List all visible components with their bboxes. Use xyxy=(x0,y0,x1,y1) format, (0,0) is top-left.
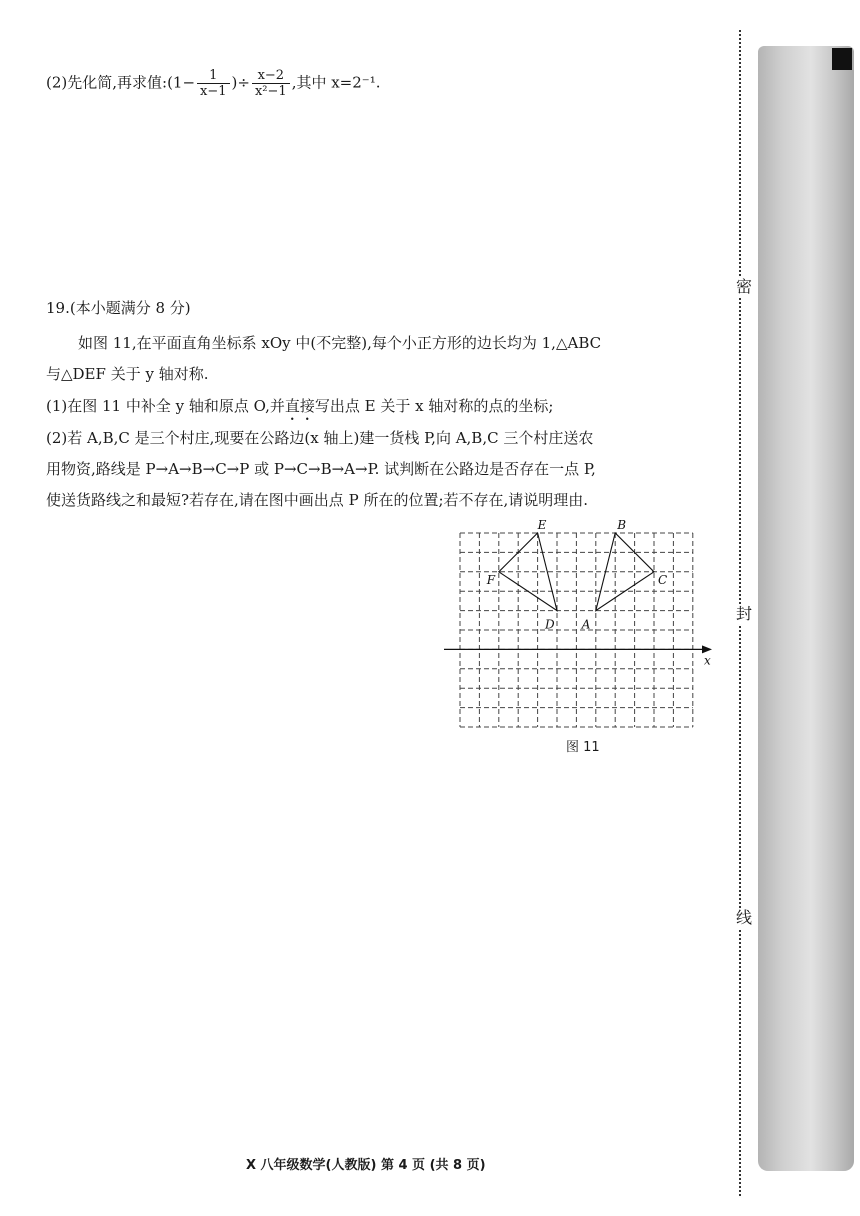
page-footer: X 八年级数学(人教版) 第 4 页 (共 8 页) xyxy=(246,1158,486,1173)
q19-part1-b: 写出点 E 关于 x 轴对称的点的坐标; xyxy=(314,397,554,415)
q19-part1 xyxy=(46,396,553,424)
binding-tab-mark xyxy=(832,48,852,70)
point-label-f: F xyxy=(486,572,496,587)
x-axis-label: x xyxy=(704,653,711,668)
point-label-b: B xyxy=(617,518,627,532)
figure-11 xyxy=(444,518,716,736)
fraction-1-numerator: 1 xyxy=(197,68,230,84)
grid-figure xyxy=(444,518,716,732)
point-label-e: E xyxy=(537,518,547,532)
q19-part1-a: (1)在图 11 中补全 y 轴和原点 O,并 xyxy=(46,397,285,415)
q18-suffix: ,其中 x=2⁻¹. xyxy=(291,73,381,92)
scanned-binding-strip xyxy=(758,46,854,1171)
x-axis-arrow xyxy=(702,645,712,653)
q19-part2-line2: 用物资,路线是 P→A→B→C→P 或 P→C→B→A→P. 试判断在公路边是否存在一点 P, xyxy=(46,460,596,478)
point-label-c: C xyxy=(658,572,668,587)
fraction-2-numerator: x−2 xyxy=(252,68,290,84)
q18-mid: )÷ xyxy=(231,73,250,92)
binding-char-feng: 封 xyxy=(735,604,752,623)
q19-part1-emphasis: 直接 xyxy=(284,397,315,415)
q18-prefix: (2)先化简,再求值:(1− xyxy=(46,73,196,92)
q18-part2 xyxy=(46,68,381,99)
figure-caption: 图 11 xyxy=(566,740,600,755)
q19-part2-line3: 使送货路线之和最短?若存在,请在图中画出点 P 所在的位置;若不存在,请说明理由. xyxy=(46,491,589,509)
fraction-1 xyxy=(197,68,230,99)
binding-char-xian: 线 xyxy=(735,908,752,927)
q19-intro-line1: 如图 11,在平面直角坐标系 xOy 中(不完整),每个小正方形的边长均为 1,△ABC xyxy=(78,334,602,352)
q19-part2-line1: (2)若 A,B,C 是三个村庄,现要在公路边(x 轴上)建一货栈 P,向 A,B,C 三个村庄送农 xyxy=(46,429,594,447)
q19-intro-line2: 与△DEF 关于 y 轴对称. xyxy=(46,365,209,383)
binding-char-mi: 密 xyxy=(735,277,752,296)
point-label-d: D xyxy=(545,617,555,632)
fraction-2 xyxy=(252,68,290,99)
point-label-a: A xyxy=(581,617,591,632)
fraction-2-denominator: x²−1 xyxy=(254,84,287,99)
fraction-1-denominator: x−1 xyxy=(200,84,227,99)
q19-header: 19.(本小题满分 8 分) xyxy=(46,299,191,317)
